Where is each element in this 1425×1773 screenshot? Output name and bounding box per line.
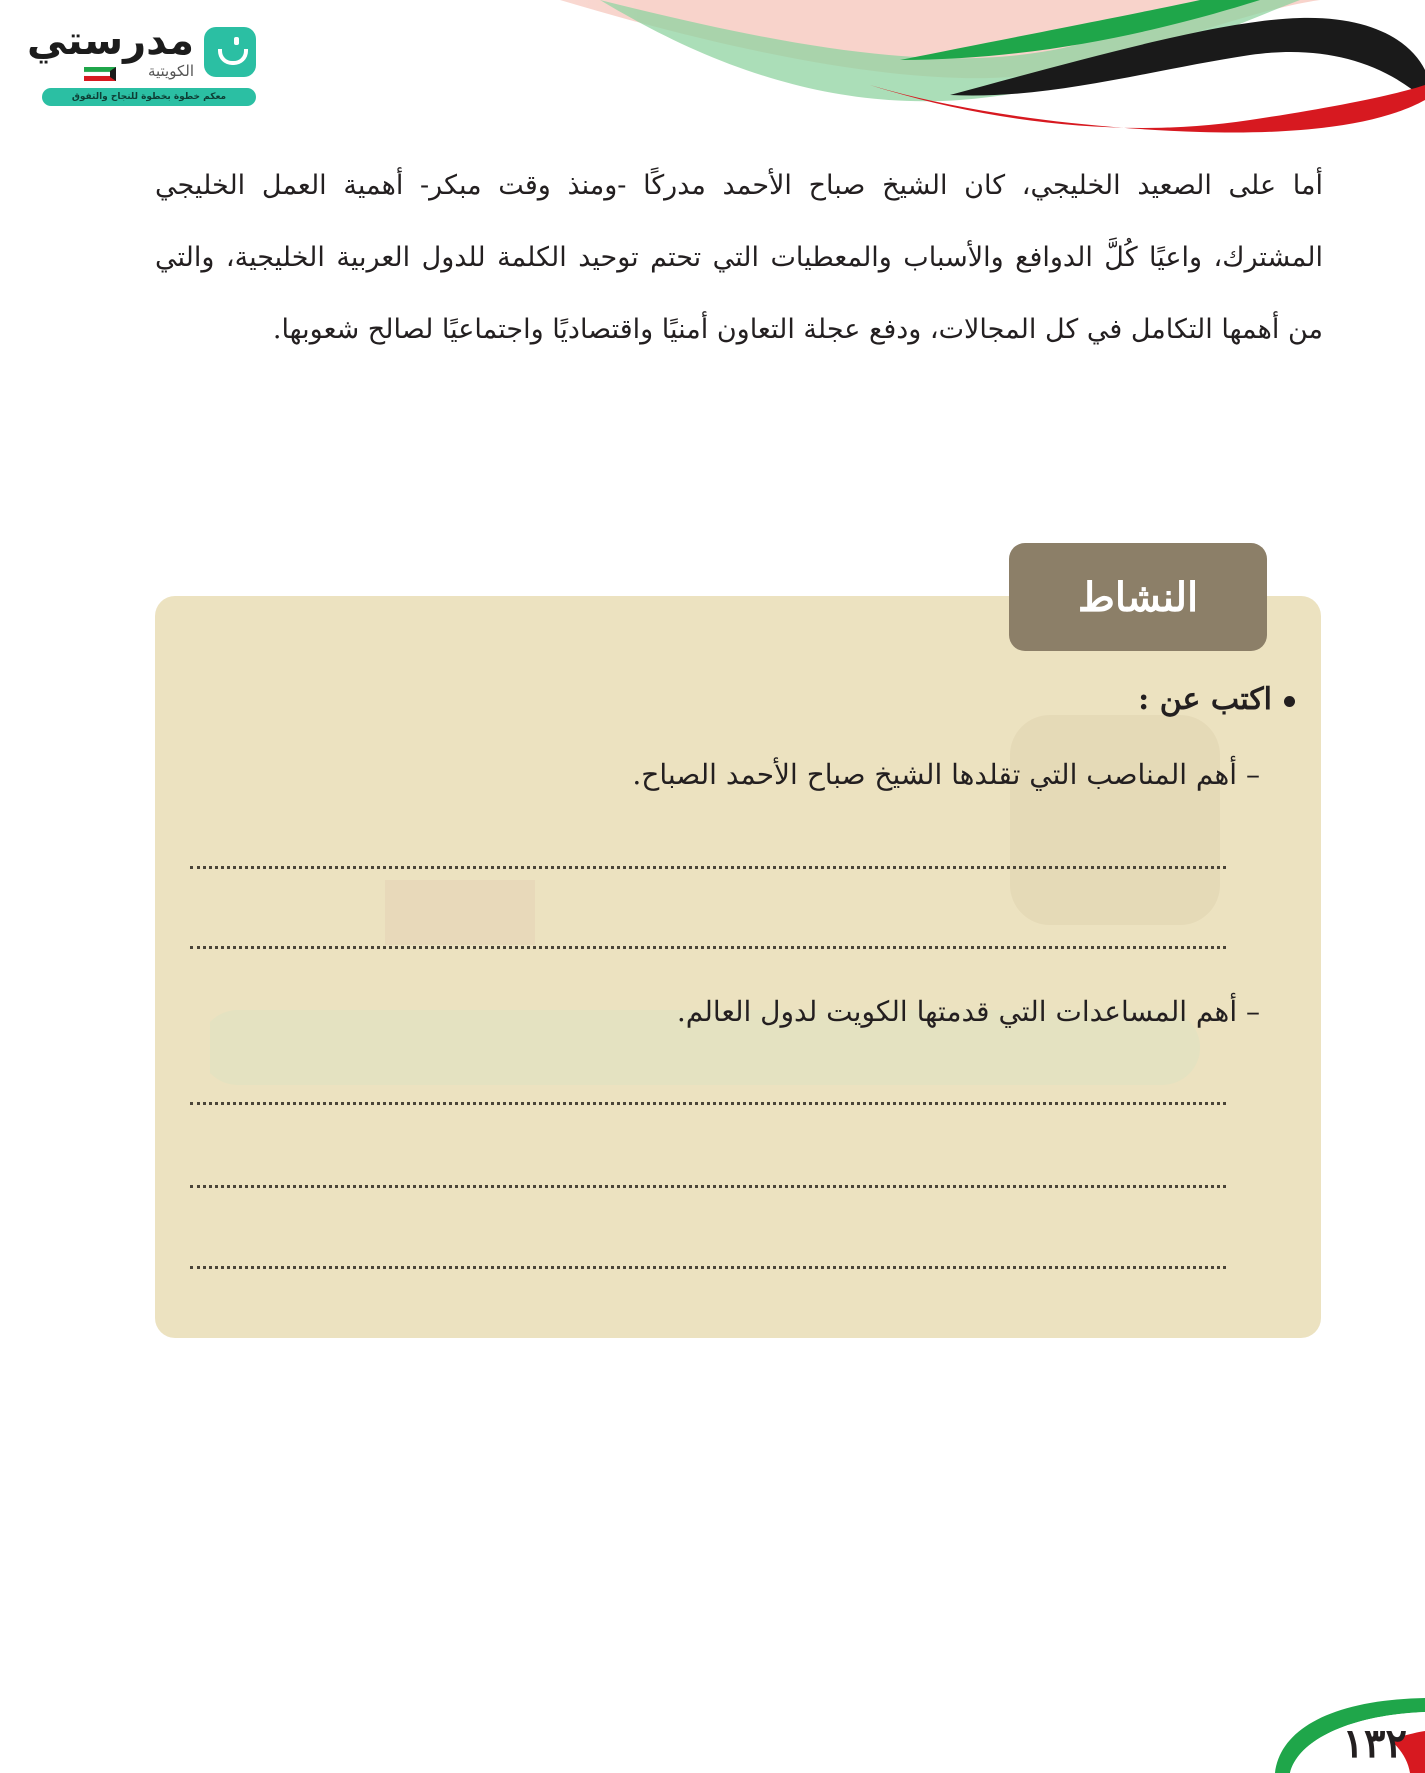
madrasati-logo bbox=[26, 18, 256, 106]
logo-name: مدرستي bbox=[26, 18, 194, 64]
kuwait-flag-icon bbox=[84, 67, 116, 81]
activity-prompt-text: اكتب عن : bbox=[1138, 682, 1272, 717]
page-number: ١٣٢ bbox=[1342, 1720, 1407, 1767]
logo-tagline: معكم خطوة بخطوة للنجاح والتفوق bbox=[42, 88, 256, 106]
answer-line-q2-1[interactable] bbox=[190, 1102, 1226, 1105]
activity-prompt bbox=[1138, 682, 1295, 717]
answer-line-q2-3[interactable] bbox=[190, 1266, 1226, 1269]
logo-subtitle: الكويتية bbox=[147, 62, 194, 80]
logo-mark-icon bbox=[204, 27, 256, 77]
intro-paragraph: أما على الصعيد الخليجي، كان الشيخ صباح الأحمد مدركًا -ومنذ وقت مبكر- أهمية العمل الخليجي المشترك، واعيًا كُلَّ الدوافع والأسباب والمعطيات التي تحتم توحيد الكلمة للدول العربية الخليجية، والتي من أهمها التكامل في كل المجالات، ودفع عجلة التعاون أمنيًا واقتصاديًا واجتماعيًا لصالح شعوبها. bbox=[155, 170, 1323, 345]
answer-line-q1-1[interactable] bbox=[190, 866, 1226, 869]
bullet-icon bbox=[1284, 696, 1295, 707]
answer-line-q1-2[interactable] bbox=[190, 946, 1226, 949]
answer-line-q2-2[interactable] bbox=[190, 1185, 1226, 1188]
activity-title-tab: النشاط bbox=[1009, 543, 1267, 651]
question-1: – أهم المناصب التي تقلدها الشيخ صباح الأحمد الصباح. bbox=[632, 758, 1260, 791]
question-2: – أهم المساعدات التي قدمتها الكويت لدول العالم. bbox=[676, 995, 1260, 1028]
